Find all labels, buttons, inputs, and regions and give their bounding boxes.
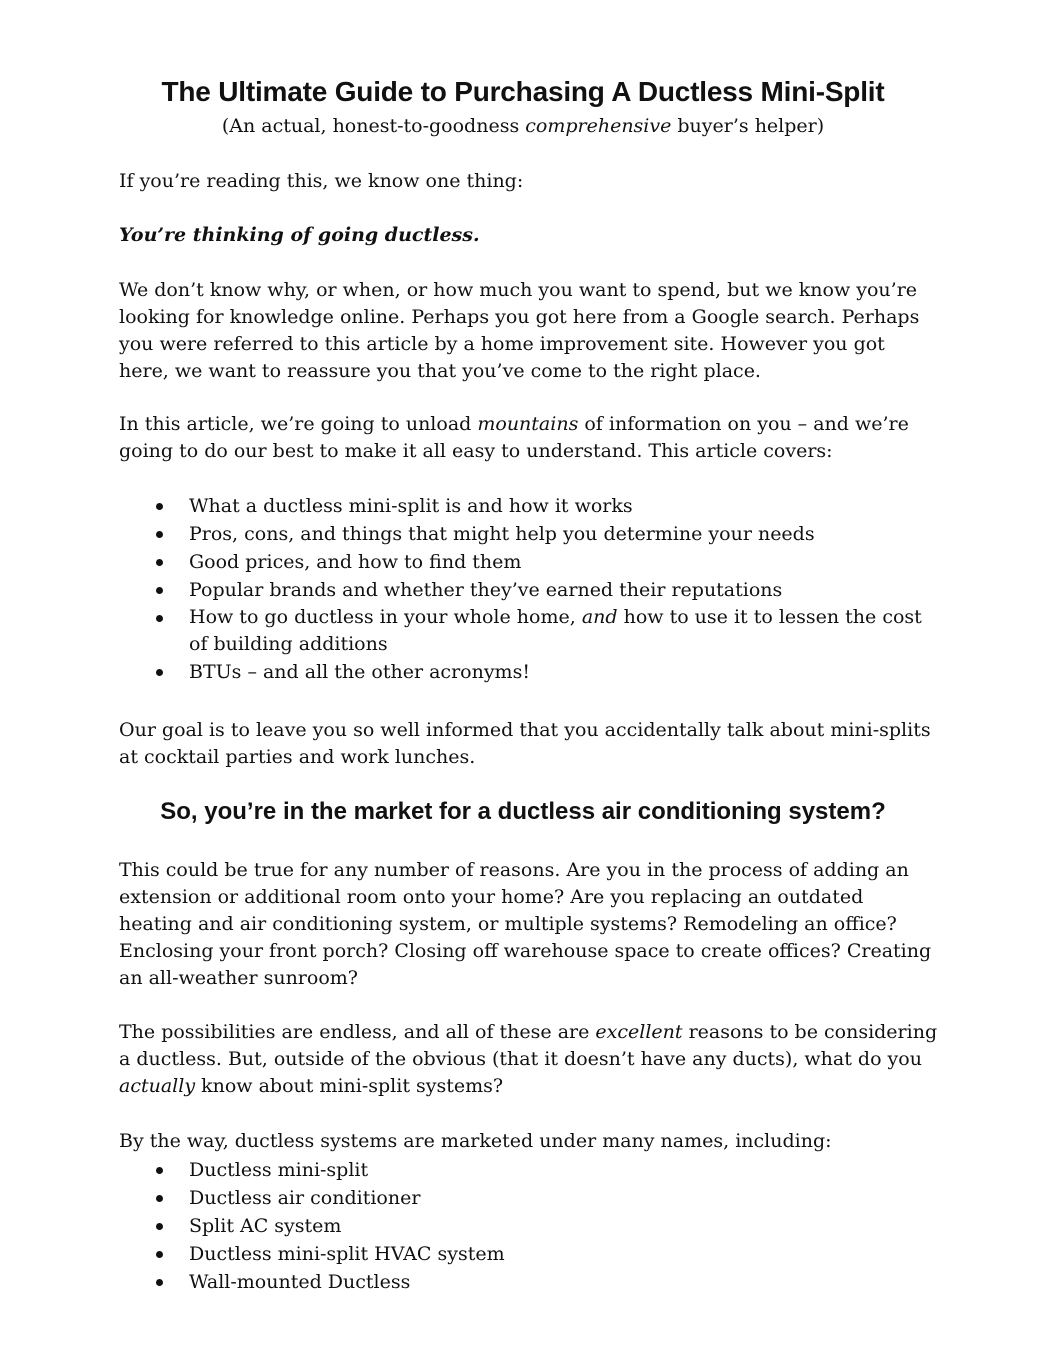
text-line: actually know about mini-split systems? (119, 1075, 504, 1097)
text-line: extension or additional room onto your home? Are you replacing an outdated (119, 886, 864, 908)
section-heading: So, you’re in the market for a ductless air conditioning system? (160, 798, 886, 825)
emphasis-actually: actually (119, 1075, 196, 1097)
subtitle-text: (An actual, honest-to-goodness (221, 115, 526, 137)
list-item: Good prices, and how to find them (119, 548, 922, 576)
list-item: Split AC system (119, 1212, 505, 1240)
names-list (119, 1156, 505, 1296)
text-line: looking for knowledge online. Perhaps you got here from a Google search. Perhaps (119, 306, 920, 328)
list-item: What a ductless mini-split is and how it works (119, 492, 922, 520)
subtitle-emphasis: comprehensive (525, 115, 672, 137)
names-intro: By the way, ductless systems are marketed under many names, including: (119, 1130, 832, 1152)
emphasis-mountains: mountains (477, 413, 579, 435)
text-line: We don’t know why, or when, or how much you want to spend, but we know you’re (119, 279, 918, 301)
bullet-icon (156, 531, 163, 538)
text-line: going to do our best to make it all easy to understand. This article covers: (119, 440, 833, 462)
text-line: an all-weather sunroom? (119, 967, 358, 989)
bullet-icon (156, 1279, 163, 1286)
page-subtitle (0, 115, 1046, 137)
text-line: Our goal is to leave you so well informed that you accidentally talk about mini-splits (119, 719, 931, 741)
bullet-icon (156, 1251, 163, 1258)
paragraph-why (119, 277, 919, 385)
text-line: The possibilities are endless, and all of these are excellent reasons to be considering (119, 1021, 938, 1043)
bullet-icon (156, 1223, 163, 1230)
list-item: Pros, cons, and things that might help you determine your needs (119, 520, 922, 548)
bullet-icon (156, 559, 163, 566)
list-item: Popular brands and whether they’ve earned their reputations (119, 576, 922, 604)
bullet-icon (156, 1167, 163, 1174)
paragraph-possibilities (119, 1019, 937, 1100)
emphasis-and: and (581, 606, 618, 628)
text-line: here, we want to reassure you that you’ve come to the right place. (119, 360, 761, 382)
list-item: Ductless air conditioner (119, 1184, 505, 1212)
bullet-icon (156, 503, 163, 510)
text-line: at cocktail parties and work lunches. (119, 746, 476, 768)
subtitle-text-end: buyer’s helper) (671, 115, 825, 137)
paragraph-article-overview (119, 411, 909, 465)
bullet-icon (156, 1195, 163, 1202)
text-line: heating and air conditioning system, or multiple systems? Remodeling an office? (119, 913, 897, 935)
bold-italic-line: You’re thinking of going ductless. (119, 224, 480, 246)
paragraph-reasons (119, 857, 931, 992)
intro-line: If you’re reading this, we know one thing: (119, 170, 524, 192)
text-line: This could be true for any number of reasons. Are you in the process of adding an (119, 859, 909, 881)
emphasis-excellent: excellent (595, 1021, 683, 1043)
list-item: Ductless mini-split HVAC system (119, 1240, 505, 1268)
covers-list (119, 492, 922, 686)
text-line: In this article, we’re going to unload mountains of information on you – and we’re (119, 413, 909, 435)
list-item: BTUs – and all the other acronyms! (119, 658, 922, 686)
text-line: Enclosing your front porch? Closing off warehouse space to create offices? Creating (119, 940, 932, 962)
text-line: you were referred to this article by a home improvement site. However you got (119, 333, 885, 355)
list-item: How to go ductless in your whole home, and how to use it to lessen the cost of building additions (119, 604, 922, 658)
paragraph-goal (119, 717, 931, 771)
text-line: a ductless. But, outside of the obvious (that it doesn’t have any ducts), what do you (119, 1048, 922, 1070)
list-item: Wall-mounted Ductless (119, 1268, 505, 1296)
bullet-icon (156, 669, 163, 676)
bullet-icon (156, 615, 163, 622)
list-item: Ductless mini-split (119, 1156, 505, 1184)
page-title: The Ultimate Guide to Purchasing A Ductless Mini-Split (161, 76, 885, 107)
bullet-icon (156, 587, 163, 594)
